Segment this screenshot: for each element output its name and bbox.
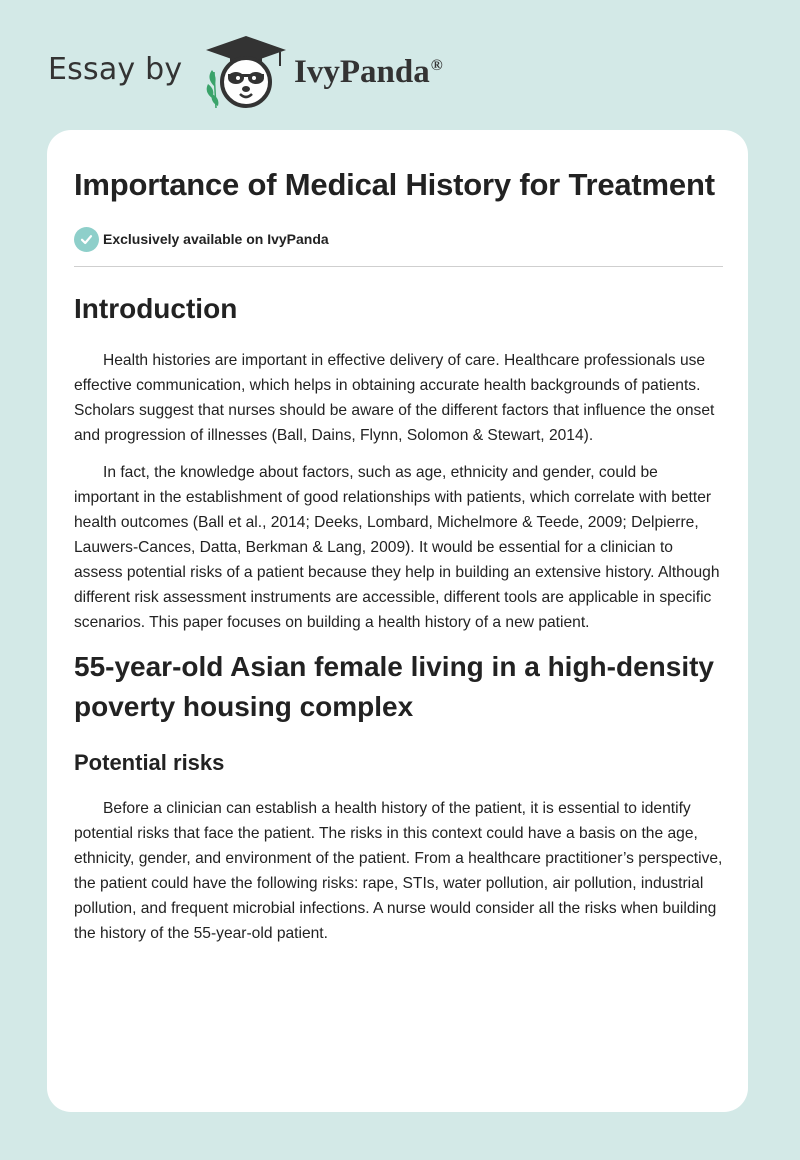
exclusive-badge [74, 226, 723, 252]
title-divider [74, 266, 723, 267]
essay-title: Importance of Medical History for Treatment [74, 167, 715, 202]
brand-prefix: Essay by [48, 52, 183, 87]
paragraph: Health histories are important in effective delivery of care. Healthcare professionals use effective communication, which helps in obtaining accurate health backgrounds of patients. Scholars suggest that nurses should be aware of the different factors that influence the onset and progression of illnesses (Ball, Dains, Flynn, Solomon & Stewart, 2014). [74, 352, 715, 444]
essay-card [47, 130, 748, 1112]
panda-graduate-logo-icon[interactable] [200, 34, 292, 110]
paragraph: In fact, the knowledge about factors, such as age, ethnicity and gender, could be important in the establishment of good relationships with patients, which correlate with better health outcomes (Ball et al., 2014; Deeks, Lombard, Michelmore & Teede, 2009; Delpierre, Lauwers-Cances, Datta, Berkman & Lang, 2009). It would be essential for a clinician to assess potential risks of a patient because they help in building an extensive history. Although different risk assessment instruments are accessible, different tools are applicable in specific scenarios. This paper focuses on building a health history of a new patient. [74, 464, 720, 631]
subsection-heading-potential-risks: Potential risks [74, 750, 225, 775]
registered-mark: ® [430, 57, 443, 74]
brand-name[interactable]: IvyPanda® [294, 54, 443, 90]
check-badge-icon [74, 227, 99, 252]
section-heading-patient-profile: 55-year-old Asian female living in a high-density poverty housing complex [74, 651, 715, 722]
exclusive-badge-text: Exclusively available on IvyPanda [103, 231, 329, 247]
essay-content [74, 164, 723, 946]
section-heading-introduction: Introduction [74, 293, 238, 324]
site-header [0, 0, 800, 130]
paragraph: Before a clinician can establish a health history of the patient, it is essential to identify potential risks that face the patient. The risks in this context could have a basis on the age, ethnicity, gender, and environment of the patient. From a healthcare practitioner’s perspective, the patient could have the following risks: rape, STIs, water pollution, air pollution, industrial pollution, and frequent microbial infections. A nurse would consider all the risks when building the history of the 55-year-old patient. [74, 800, 723, 942]
